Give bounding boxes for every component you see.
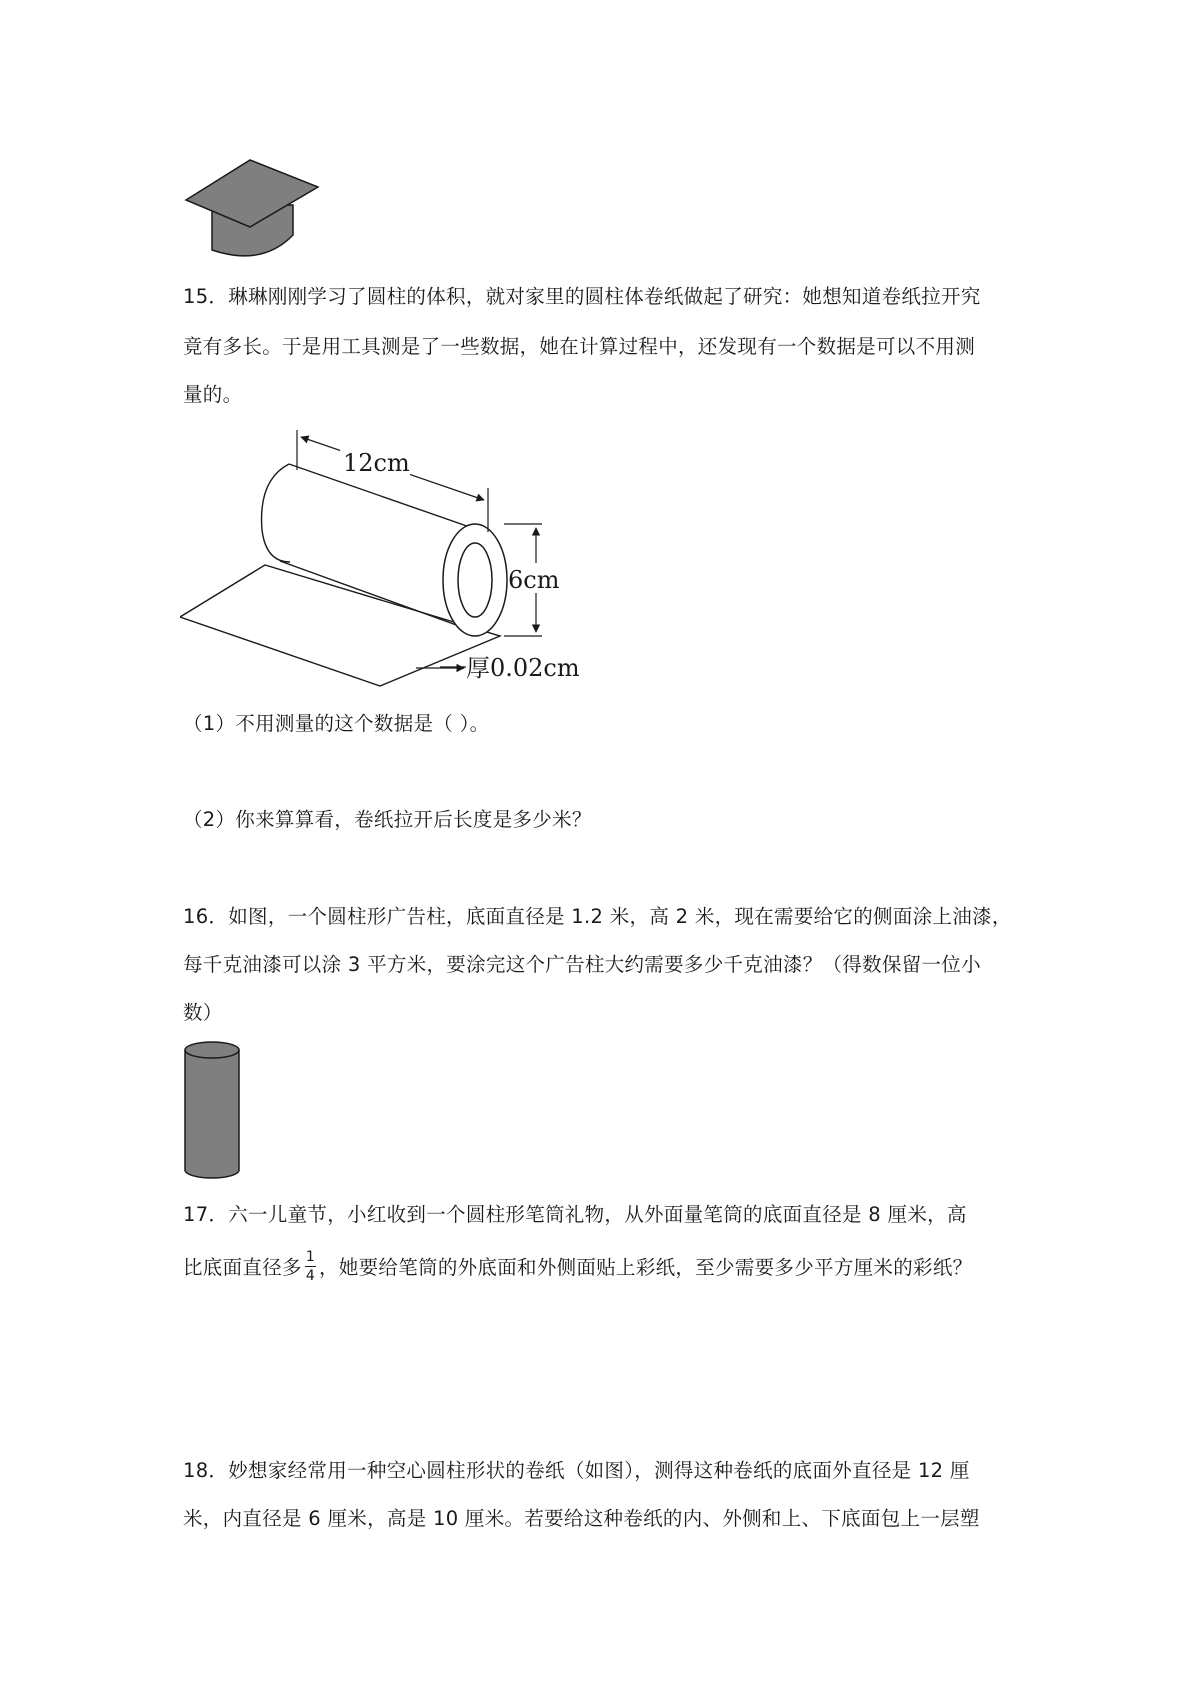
q15-text-line-1: 15．琳琳刚刚学习了圆柱的体积，就对家里的圆柱体卷纸做起了研究：她想知道卷纸拉开究 [183, 285, 981, 308]
fraction-denominator: 4 [305, 1268, 316, 1284]
q15-sub-question-1: （1）不用测量的这个数据是（ ）。 [183, 712, 490, 735]
q15-text-line-2: 竟有多长。于是用工具测是了一些数据，她在计算过程中，还发现有一个数据是可以不用测 [183, 335, 976, 358]
q16-text-line-1: 16．如图，一个圆柱形广告柱，底面直径是 1.2 米，高 2 米，现在需要给它的侧面涂上油漆， [183, 905, 1012, 928]
length-label: 12cm [343, 449, 410, 477]
q16-text-line-3: 数） [183, 1001, 223, 1024]
one-quarter-fraction [305, 1250, 316, 1283]
q15-text-line-3: 量的。 [183, 383, 243, 406]
fraction-numerator: 1 [305, 1249, 316, 1265]
thickness-label: 厚0.02cm [466, 654, 580, 682]
cap-shape-figure [180, 155, 325, 265]
q17-text-line-2 [183, 1249, 973, 1285]
diameter-label: 6cm [508, 566, 560, 594]
q18-text-line-1: 18．妙想家经常用一种空心圆柱形状的卷纸（如图），测得这种卷纸的底面外直径是 12 厘 [183, 1459, 970, 1482]
q18-text-line-2: 米，内直径是 6 厘米，高是 10 厘米。若要给这种卷纸的内、外侧和上、下底面包上一层塑 [183, 1507, 980, 1530]
cylinder-figure [180, 1040, 244, 1184]
paper-roll-figure [180, 420, 590, 690]
q15-sub-question-2: （2）你来算算看，卷纸拉开后长度是多少米？ [183, 808, 592, 831]
q16-text-line-2: 每千克油漆可以涂 3 平方米，要涂完这个广告柱大约需要多少千克油漆？（得数保留一位小 [183, 953, 981, 976]
q17-text-line-1: 17．六一儿童节，小红收到一个圆柱形笔筒礼物，从外面量笔筒的底面直径是 8 厘米，高 [183, 1203, 967, 1226]
q17-line-2-prefix: 比底面直径多 [183, 1256, 302, 1279]
q17-line-2-suffix: ，她要给笔筒的外底面和外侧面贴上彩纸，至少需要多少平方厘米的彩纸？ [319, 1256, 973, 1279]
